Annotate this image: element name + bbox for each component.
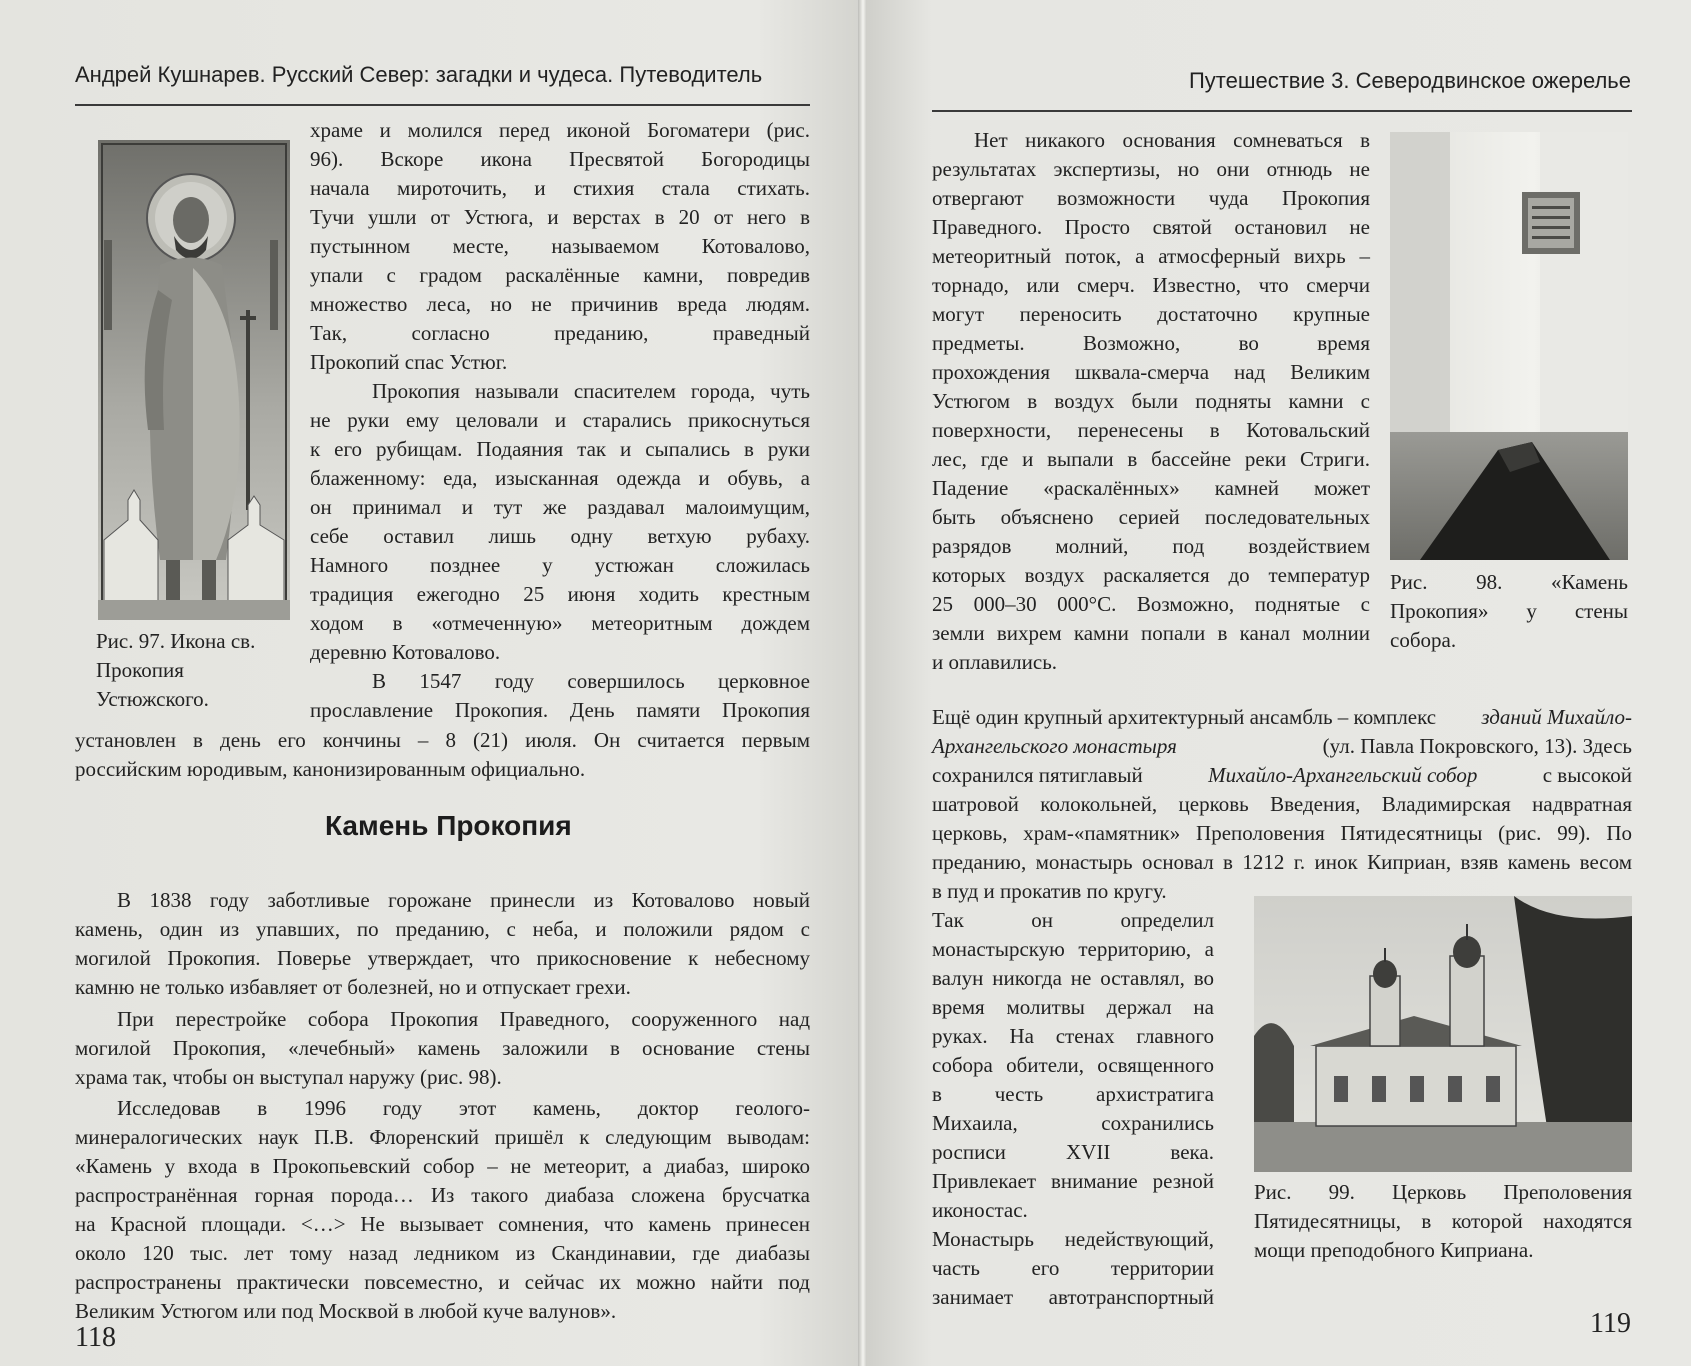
italic-span: зданий Михайло- bbox=[1481, 705, 1632, 729]
body-line: камень, один из упавших, по преданию, с неба, и положили рядом с bbox=[75, 917, 810, 941]
body-line: пустынном месте, называемом Котовалово, bbox=[310, 234, 810, 258]
body-line: торнадо, или смерч. Известно, что смерчи bbox=[932, 273, 1370, 297]
body-line: традиция ежегодно 25 июня ходить крестным bbox=[310, 582, 810, 606]
body-line: начала мироточить, и стихия стала стихать. bbox=[310, 176, 810, 200]
body-line: ходом в «отмеченную» метеоритным дождем bbox=[310, 611, 810, 635]
caption-line: Пятидесятницы, в которой находятся bbox=[1254, 1209, 1632, 1233]
body-line: Исследовав в 1996 году этот камень, доктор геолого- bbox=[117, 1096, 810, 1120]
body-line: Прокопий спас Устюг. bbox=[310, 350, 508, 374]
body-line: упали с градом раскалённые камни, повредив bbox=[310, 263, 810, 287]
running-head: Путешествие 3. Северодвинское ожерелье bbox=[1188, 68, 1631, 93]
stone-at-wall-icon bbox=[1390, 132, 1628, 560]
header-rule bbox=[75, 104, 810, 106]
caption-line: Рис. 97. Икона св. bbox=[96, 629, 256, 653]
body-line: храме и молился перед иконой Богоматери (рис. bbox=[310, 118, 810, 142]
body-line: распространённая горная порода… Из такого диабаза сложена брусчатка bbox=[75, 1183, 810, 1207]
body-line: Прокопия называли спасителем города, чуть bbox=[372, 379, 810, 403]
body-line: распространены практически повсеместно, и сейчас их можно найти под bbox=[75, 1270, 810, 1294]
figure-98-photo bbox=[1390, 132, 1628, 560]
body-line: поверхности, перенесены в Котовальский bbox=[932, 418, 1370, 442]
page-number: 119 bbox=[1590, 1308, 1631, 1339]
body-line: блаженному: еда, изысканная одежда и обувь, а bbox=[310, 466, 810, 490]
body-line: камню не только избавляет от болезней, но и отпускает грехи. bbox=[75, 975, 631, 999]
body-line: При перестройке собора Прокопия Праведного, сооруженного над bbox=[117, 1007, 810, 1031]
caption-line: Устюжского. bbox=[96, 687, 209, 711]
caption-line: Рис. 99. Церковь Преполовения bbox=[1254, 1180, 1632, 1204]
body-line: около 120 тыс. лет тому назад ледником из Скандинавии, где диабазы bbox=[75, 1241, 810, 1265]
body-line: разрядов молний, под воздействием bbox=[932, 534, 1370, 558]
header-rule bbox=[932, 110, 1632, 112]
body-line: храма так, чтобы он выступал наружу (рис. 98). bbox=[75, 1065, 502, 1089]
body-line: монастырскую территорию, а bbox=[932, 937, 1214, 961]
figure-97-icon bbox=[98, 140, 290, 620]
body-line: росписи XVII века. bbox=[932, 1140, 1214, 1164]
caption-line: Прокопия» у стены bbox=[1390, 599, 1628, 623]
body-line: Привлекает внимание резной bbox=[932, 1169, 1214, 1193]
body-line: метеоритный поток, а атмосферный вихрь – bbox=[932, 244, 1370, 268]
body-line: множество леса, но не причинив вреда людям. bbox=[310, 292, 810, 316]
body-line: к его рубищам. Подаяния так и сыпались в руки bbox=[310, 437, 810, 461]
body-line: Монастырь недействующий, bbox=[932, 1227, 1214, 1251]
body-line: деревню Котовалово. bbox=[310, 640, 501, 664]
body-line: в честь архистратига bbox=[932, 1082, 1214, 1106]
body-line: себе оставил лишь одну ветхую рубаху. bbox=[310, 524, 810, 548]
figure-98-caption bbox=[1390, 568, 1628, 655]
right-page bbox=[866, 0, 1691, 1366]
body-line: прохождения шквала-смерча над Великим bbox=[932, 360, 1370, 384]
body-line: в пуд и прокатив по кругу. bbox=[932, 879, 1167, 903]
caption-line: Рис. 98. «Камень bbox=[1390, 570, 1628, 594]
body-line: Нет никакого основания сомневаться в bbox=[974, 128, 1370, 152]
body-line: на Красной площади. <…> Не вызывает сомнения, что камень принесен bbox=[75, 1212, 810, 1236]
body-line: он принимал и тут же раздавал малоимущим, bbox=[310, 495, 810, 519]
page-number: 118 bbox=[75, 1322, 116, 1353]
body-line: время молитвы держал на bbox=[932, 995, 1214, 1019]
text-span: (ул. Павла Покровского, 13). Здесь bbox=[1322, 734, 1632, 758]
body-line: предметы. Возможно, во время bbox=[932, 331, 1370, 355]
body-line: собора обители, освященного bbox=[932, 1053, 1214, 1077]
body-line: Великим Устюгом или под Москвой в любой куче валунов». bbox=[75, 1299, 617, 1323]
italic-span: Михайло-Архангельский собор bbox=[1208, 763, 1478, 787]
body-line: установлен в день его кончины – 8 (21) июля. Он считается первым bbox=[75, 728, 810, 752]
body-line: шатровой колокольней, церковь Введения, Владимирская надвратная bbox=[932, 792, 1632, 816]
running-head: Андрей Кушнарев. Русский Север: загадки и чудеса. Путеводитель bbox=[75, 62, 763, 87]
caption-line: Прокопия bbox=[96, 658, 184, 682]
body-line bbox=[932, 732, 1632, 760]
figure-97-caption bbox=[96, 627, 306, 714]
body-line: В 1547 году совершилось церковное bbox=[372, 669, 810, 693]
body-line: иконостас. bbox=[932, 1198, 1028, 1222]
section-heading: Камень Прокопия bbox=[325, 810, 572, 841]
body-line: часть его территории bbox=[932, 1256, 1214, 1280]
body-line: отвергают возможности чуда Прокопия bbox=[932, 186, 1370, 210]
text-span: Ещё один крупный архитектурный ансамбль – комплекс bbox=[932, 705, 1437, 729]
caption-line: собора. bbox=[1390, 628, 1457, 652]
body-line: Намного позднее у устюжан сложилась bbox=[310, 553, 810, 577]
body-line: могут переносить достаточно крупные bbox=[932, 302, 1370, 326]
body-line: церковь, храм-«памятник» Преполовения Пятидесятницы (рис. 99). По bbox=[932, 821, 1632, 845]
body-line: быть объяснено серией последовательных bbox=[932, 505, 1370, 529]
body-line: валун никогда не оставлял, во bbox=[932, 966, 1214, 990]
body-line: которых воздух раскаляется до температур bbox=[932, 563, 1370, 587]
figure-99-caption bbox=[1254, 1178, 1632, 1265]
body-line: 96). Вскоре икона Пресвятой Богородицы bbox=[310, 147, 810, 171]
body-line bbox=[932, 761, 1632, 789]
body-line: преданию, монастырь основал в 1212 г. инок Киприан, взяв камень весом bbox=[932, 850, 1632, 874]
body-line: российским юродивым, канонизированным официально. bbox=[75, 757, 586, 781]
body-line: Так он определил bbox=[932, 908, 1214, 932]
body-line: не руки ему целовали и старались прикоснуться bbox=[310, 408, 810, 432]
body-line: минералогических наук П.В. Флоренский пришёл к следующим выводам: bbox=[75, 1125, 810, 1149]
body-line: 25 000–30 000°С. Возможно, поднятые с bbox=[932, 592, 1370, 616]
body-line: прославление Прокопия. День памяти Прокопия bbox=[310, 698, 810, 722]
text-span: сохранился пятиглавый bbox=[932, 763, 1143, 787]
figure-99-photo bbox=[1254, 896, 1632, 1172]
body-line: Устюгом в воздух были подняты камни с bbox=[932, 389, 1370, 413]
body-line: Праведного. Просто святой остановил не bbox=[932, 215, 1370, 239]
body-line: занимает автотранспортный bbox=[932, 1285, 1214, 1309]
body-line: могилой Прокопия. Поверье утверждает, что прикосновение к небесному bbox=[75, 946, 810, 970]
body-line: «Камень у входа в Прокопьевский собор – не метеорит, а диабаз, широко bbox=[75, 1154, 810, 1178]
caption-line: мощи преподобного Киприана. bbox=[1254, 1238, 1534, 1262]
body-line: земли вихрем камни попали в канал молнии bbox=[932, 621, 1370, 645]
italic-span: Архангельского монастыря bbox=[932, 734, 1177, 758]
body-line: руках. На стенах главного bbox=[932, 1024, 1214, 1048]
body-line: и оплавились. bbox=[932, 650, 1058, 674]
body-line: В 1838 году заботливые горожане принесли из Котовалово новый bbox=[117, 888, 810, 912]
body-line: Тучи ушли от Устюга, и верстах в 20 от него в bbox=[310, 205, 810, 229]
body-line bbox=[932, 703, 1632, 731]
church-icon bbox=[1254, 896, 1632, 1172]
body-line: Падение «раскалённых» камней может bbox=[932, 476, 1370, 500]
saint-prokopiy-icon bbox=[98, 140, 290, 620]
body-line: лес, где и выпали в бассейне реки Стриги. bbox=[932, 447, 1370, 471]
body-line: Михаила, сохранились bbox=[932, 1111, 1214, 1135]
text-span: с высокой bbox=[1542, 763, 1632, 787]
body-line: результатах экспертизы, но они отнюдь не bbox=[932, 157, 1370, 181]
body-line: Так, согласно преданию, праведный bbox=[310, 321, 810, 345]
body-line: могилой Прокопия, «лечебный» камень заложили в основание стены bbox=[75, 1036, 810, 1060]
